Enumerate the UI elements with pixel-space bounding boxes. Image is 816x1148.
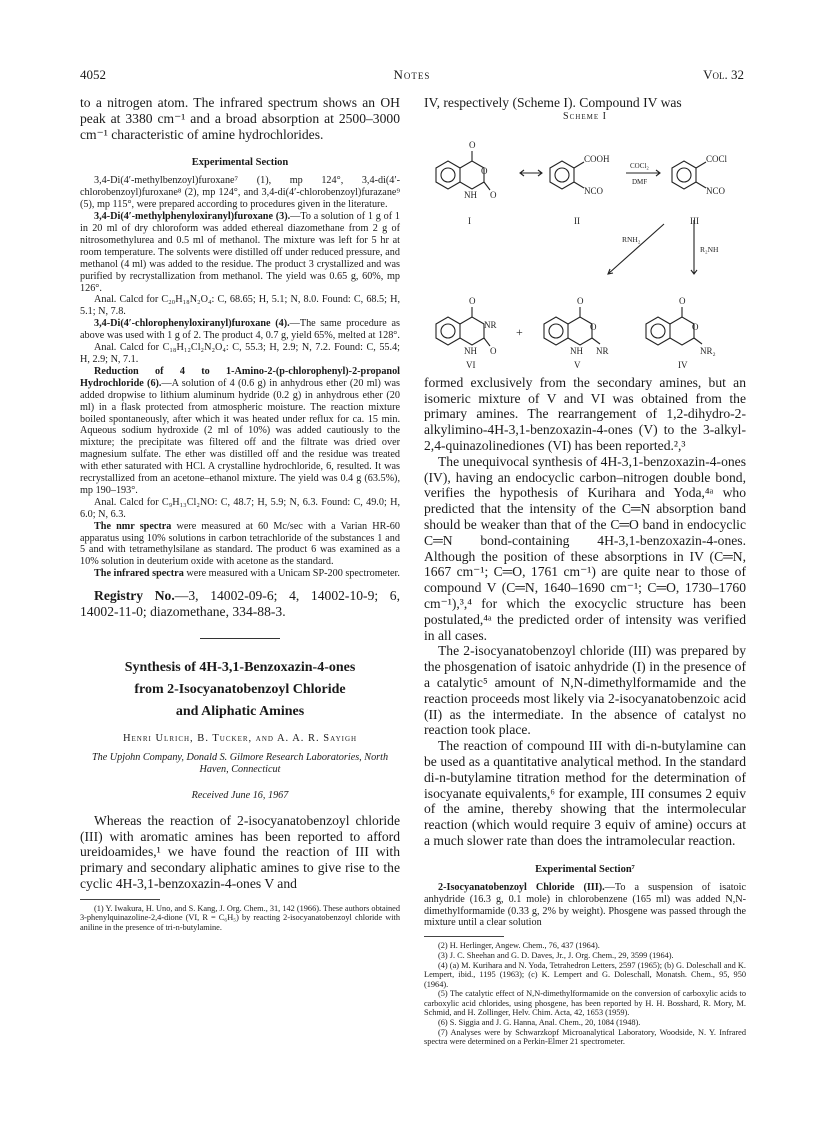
label-nr-V: NR: [596, 345, 609, 356]
label-nh-VI: NH: [464, 345, 477, 356]
footnote-2: (2) H. Herlinger, Angew. Chem., 76, 437 (1964).: [438, 941, 600, 951]
exp-paragraph-3: [80, 318, 400, 342]
compound-label-V: V: [574, 359, 581, 370]
section-label: Notes: [393, 67, 431, 82]
footnote-3: (3) J. C. Sheehan and G. D. Daves, Jr., J. Org. Chem., 29, 3599 (1964).: [438, 950, 674, 960]
exp-p2-analysis: Anal. Calcd for C₂₀H₁₈N₂O₄: C, 68.65; H, 5.1; N, 8.0. Found: C, 68.5; H, 5.1; N, 7.8.: [80, 294, 400, 318]
exp-p6-text: were measured with a Unicam SP-200 spectrometer.: [183, 568, 400, 580]
label-nr2-IV: NR₂: [700, 345, 716, 356]
reaction-scheme: [424, 124, 746, 370]
body-paragraph: Whereas the reaction of 2-isocyanatobenzoyl chloride (III) with aromatic amines has been reported to afford ureidoamides,¹ we have found the reaction of III with primary and secondary aliphatic amines to give rise to the cyclic 4H-3,1-benzoxazin-4-ones V and: [80, 812, 400, 891]
exp-p4-title: Reduction of 4 to 1-Amino-2-(p-chlorophenyl)-2-propanol Hydrochloride (6).: [80, 365, 400, 389]
running-header: [80, 67, 744, 87]
label-cooh: COOH: [584, 153, 610, 164]
right-column: [424, 95, 746, 1047]
label-nh-V: NH: [570, 345, 583, 356]
registry-label: Registry No.: [94, 588, 175, 604]
exp-p6-title: The infrared spectra: [94, 568, 184, 580]
compound-label-VI: VI: [466, 359, 476, 370]
benzene-ring-I: [436, 161, 460, 189]
exp-p3-title: 3,4-Di(4′-chlorophenyloxiranyl)furoxane (4).: [94, 318, 290, 330]
title-line-2: from 2-Isocyanatobenzoyl Chloride: [134, 681, 346, 697]
exp-paragraph-1: 3,4-Di(4′-methylbenzoyl)furoxane⁷ (1), mp 124°, 3,4-di(4′-chlorobenzoyl)furoxane⁸ (2), mp 124°, and 3,4-di(4′-chlorobenzoyl)furazane⁹ (5), mp 115°, were prepared according to procedures given in the literature.: [80, 175, 400, 211]
label-o-ring-I: O: [481, 165, 488, 176]
benzene-ring-IV: [646, 317, 670, 345]
exp-paragraph-2: [80, 211, 400, 294]
right-paragraph-4: The reaction of compound III with di-n-butylamine can be used as a quantitative analytical method. In the standard di-n-butylamine titration method for the determination of isocyanate equivalents,⁶ for example, III consumes 2 equiv of the amine, thereby showing that the intermolecular reaction (which would require 3 equiv of amine) occurs at a much slower rate than does the intramolecular reaction.: [424, 738, 746, 848]
benzene-ring-V: [544, 317, 568, 345]
exp-p4-analysis: Anal. Calcd for C₉H₁₃Cl₂NO: C, 48.7; H, 5.9; N, 6.3. Found: C, 49.0; H, 6.0; N, 6.3.: [80, 496, 400, 520]
right-exp-text: —To a suspension of isatoic anhydride (16.3 g, 0.1 mole) in chlorobenzene (165 ml) was added N,N-dimethylformamide (0.33 g, 2% by weight). Phosgene was passed through the mixture until a clear solution: [424, 881, 747, 929]
received-date: Received June 16, 1967: [191, 789, 289, 801]
left-column: [80, 95, 400, 933]
right-experimental-heading: Experimental Section⁷: [535, 863, 635, 875]
reagent-cocl2: COCl₂: [630, 161, 649, 170]
footnote-6: (6) S. Siggia and J. G. Hanna, Anal. Chem., 20, 1084 (1948).: [438, 1018, 641, 1028]
authors: Henri Ulrich, B. Tucker, and A. A. R. Sayigh: [122, 732, 358, 744]
footnote-4: (4) (a) M. Kurihara and N. Yoda, Tetrahedron Letters, 2597 (1965); (b) G. Doleschall and K. Lempert, ibid., 1195 (1963); (c) K. Lempert and G. Doleschall, Monatsh. Chem., 95, 950 (1964).: [424, 960, 746, 989]
compound-label-II: II: [574, 215, 580, 226]
experimental-heading: Experimental Section: [191, 157, 289, 169]
label-o2-VI: O: [490, 345, 497, 356]
benzene-ring-II: [550, 161, 574, 189]
right-exp-title: 2-Isocyanatobenzoyl Chloride (III).: [438, 881, 605, 893]
reagent-rnh2: RNH₂: [622, 234, 641, 244]
right-footnote-rule: [424, 936, 504, 937]
affiliation: The Upjohn Company, Donald S. Gilmore Research Laboratories, North Haven, Connecticut: [91, 751, 389, 775]
article-title: [80, 657, 400, 723]
exp-p2-title: 3,4-Di(4′-methylphenyloxiranyl)furoxane (3).: [94, 211, 291, 223]
exp-p5-text: were measured at 60 Mc/sec with a Varian HR-60 apparatus using 10% solutions in carbon tetrachloride of the substances 1 and 5 and with tetramethylsilane as standard. The product 6 was examined as a 10% solution in deuterium oxide with acetone as the standard.: [80, 520, 400, 568]
exp-paragraph-4: [80, 366, 400, 497]
benzene-ring-VI: [436, 317, 460, 345]
right-exp-paragraph: [424, 882, 746, 930]
benzene-ring-III: [672, 161, 696, 189]
scheme-title: Scheme I: [563, 110, 607, 122]
right-paragraph-3: The 2-isocyanatobenzoyl chloride (III) was prepared by the phosgenation of isatoic anhydride (I) in the presence of a catalytic⁵ amount of N,N-dimethylformamide and the reaction proceeds most likely via 2-isocyanatobenzoic acid (II) as the intermediate. In the absence of catalyst no reaction took place.: [424, 643, 746, 738]
registry-paragraph: [80, 588, 400, 620]
label-nr-VI: NR: [484, 319, 497, 330]
exp-paragraph-6: [80, 568, 400, 580]
exp-p2-text: —To a solution of 1 g of 1 in 20 ml of dry chloroform was added ethereal diazomethane from 2 g of nitrosomethylurea and 0.5 ml of methanol. The mixture was left for 5 hr at room temperature. The solvents were distilled off under reduced pressure, and methanol (4 ml) was added to the residue. The product 3 crystallized and was purified by recrystallization from methanol. The yield was 0.65 g, 60%, mp 126°.: [80, 211, 400, 294]
exp-p3-analysis: Anal. Calcd for C₁₈H₁₂Cl₂N₂O₄: C, 55.3; H, 2.9; N, 7.2. Found: C, 55.4; H, 2.9; N, 7.1.: [80, 342, 400, 365]
compound-label-IV: IV: [678, 359, 688, 370]
label-o2-I: O: [490, 189, 497, 200]
exp-p5-title: The nmr spectra: [94, 520, 172, 532]
page-number: 4052: [80, 67, 106, 82]
label-o-V: O: [577, 295, 584, 306]
label-o-IV: O: [679, 295, 686, 306]
title-line-3: and Aliphatic Amines: [175, 703, 305, 719]
intro-paragraph: to a nitrogen atom. The infrared spectrum shows an OH peak at 3380 cm⁻¹ and a broad absorption at 2500–3000 cm⁻¹ characteristic of amine hydrochlorides.: [80, 95, 400, 142]
label-o-VI: O: [469, 295, 476, 306]
plus-sign: +: [516, 324, 523, 339]
exp-paragraph-5: [80, 521, 400, 569]
reagent-dmf: DMF: [632, 177, 648, 186]
right-paragraph-2: The unequivocal synthesis of 4H-3,1-benzoxazin-4-ones (IV), having an endocyclic carbon–nitrogen double bond, verifies the hypothesis of Kurihara and Yoda,⁴ᵃ who predicted that the intensity of the C═N absorption band should be weaker than that of the C═O band in endocyclic C═N bond-containing 4H-3,1-benzoxazin-4-ones. Although the position of these absorptions in IV (C═N, 1667 cm⁻¹; C═O, 1761 cm⁻¹) are quite near to those of compound V (C═N, 1640–1690 cm⁻¹; C═O, 1730–1760 cm⁻¹),³,⁴ for which the exocyclic structure has been postulated,⁴ᵃ the predicted order of intensity was verified in all cases.: [424, 453, 746, 643]
label-nco-III: NCO: [706, 185, 726, 196]
footnote-5: (5) The catalytic effect of N,N-dimethylformamide on the conversion of carboxylic acids to carboxylic acid chlorides, using phosgene, has been reported by H. H. Bosshard, R. Mory, M. Schmid, and H. Zollinger, Helv. Chim. Acta, 42, 1653 (1959).: [424, 989, 746, 1018]
reagent-r2nh: R₂NH: [700, 244, 719, 254]
reaction-arrow-2: [608, 224, 664, 274]
right-top-line: IV, respectively (Scheme I). Compound IV was: [424, 95, 682, 110]
label-nh-I: NH: [464, 189, 477, 200]
title-line-1: Synthesis of 4H-3,1-Benzoxazin-4-ones: [124, 659, 356, 675]
exp-p4-text: —A solution of 4 (0.6 g) in anhydrous ether (20 ml) was added dropwise to lithium aluminum hydride (0.2 g) in anhydrous ether (20 ml) in a flask protected from atmospheric moisture. The reaction mixture boiled spontaneously, after which it was heated under reflux for ca. 15 min. Aqueous sodium hydroxide (2 ml of 10%) was added cautiously to the mixture; the precipitate was filtered off and the filtrate was dried over magnesium sulfate. The ether was distilled off and the residue was treated with ether saturated with HCl. A crystalline hydrochloride, 6, resulted. It was recrystallized from an acetone–ethanol mixture. The yield was 0.4 g (63.5%), mp 190–193°.: [80, 377, 400, 496]
exp-p3-text: —The same procedure as above was used with 1 g of 2. The product 4, 0.7 g, yield 65%, melted at 128°.: [80, 318, 400, 342]
footnote-1: (1) Y. Iwakura, H. Uno, and S. Kang, J. Org. Chem., 31, 142 (1966). These authors obtained 3-phenylquinazoline-2,4-dione (VI, R = C₆H₅) by reacting 2-isocyanatobenzoyl chloride with aniline in the presence of tri-n-butylamine.: [80, 903, 400, 932]
volume-label: Vol. 32: [703, 67, 744, 82]
compound-label-III: III: [690, 215, 699, 226]
label-nco-II: NCO: [584, 185, 604, 196]
registry-text: —3, 14002-09-6; 4, 14002-10-9; 6, 14002-11-0; diazomethane, 334-88-3.: [80, 588, 400, 619]
label-o-ring-IV: O: [692, 321, 699, 332]
footnote-rule: [80, 899, 160, 900]
label-o-I: O: [469, 139, 476, 150]
label-cocl: COCl: [706, 153, 728, 164]
compound-label-I: I: [468, 215, 471, 226]
section-divider: [200, 638, 280, 639]
footnote-7: (7) Analyses were by Schwarzkopf Microanalytical Laboratory, Woodside, N. Y. Infrared spectra were determined on a Perkin-Elmer 21 spectrometer.: [424, 1027, 746, 1047]
right-paragraph-1: formed exclusively from the secondary amines, but an isomeric mixture of V and VI was obtained from the primary amines. The rearrangement of 1,2-dihydro-2-alkylimino-4H-3,1-benzoxazin-4-ones (V) to the 3-alkyl-2,4-quinazolinediones (VI) has been reported.²,³: [424, 374, 746, 453]
label-o-ring-V: O: [590, 321, 597, 332]
